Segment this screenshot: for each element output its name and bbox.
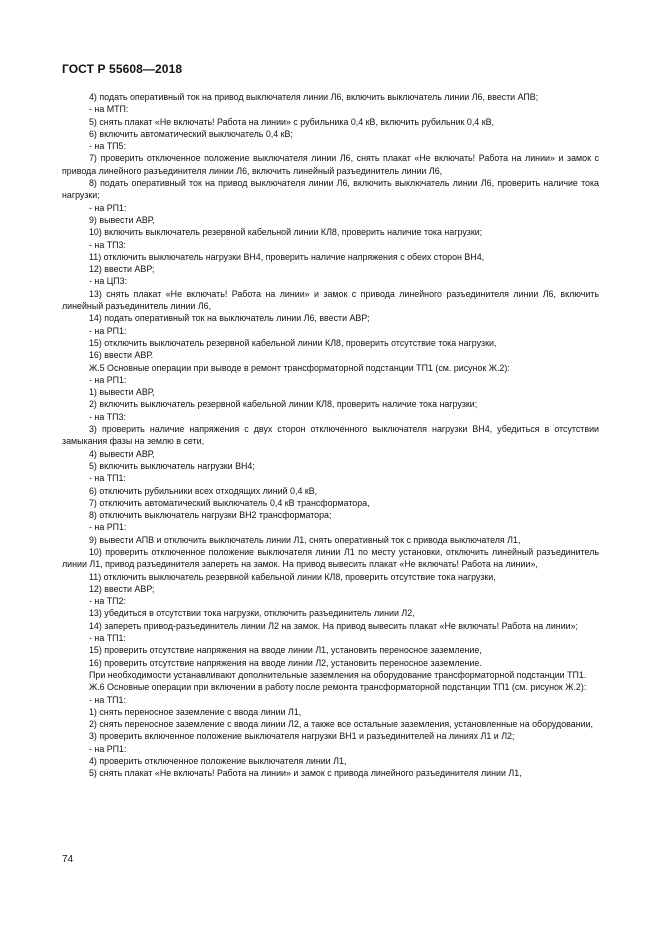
- paragraph: 15) проверить отсутствие напряжения на вводе линии Л1, установить переносное заземление,: [89, 645, 482, 656]
- paragraph: 5) включить выключатель нагрузки ВН4;: [89, 460, 255, 471]
- document-body: [62, 91, 599, 780]
- paragraph: 3) проверить наличие напряжения с двух сторон отключенного выключателя нагрузки ВН4, убедиться в отсутствии замыкания фазы на землю в сети,: [62, 424, 599, 447]
- paragraph: - на РП1:: [89, 325, 127, 336]
- paragraph: 7) проверить отключенное положение выключателя линии Л6, снять плакат «Не включать! Работа на линии» и замок с привода линейного разъединителя линии Л6, включить линейный разъединитель линии Л6,: [62, 153, 599, 176]
- paragraph: 11) отключить выключатель нагрузки ВН4, проверить наличие напряжения с обеих сторон ВН4,: [89, 251, 485, 262]
- paragraph: 13) убедиться в отсутствии тока нагрузки, отключить разъединитель линии Л2,: [89, 608, 415, 619]
- paragraph: 8) подать оперативный ток на привод выключателя линии Л6, включить выключатель линии Л6, проверить наличие тока нагрузки;: [62, 178, 599, 201]
- paragraph: 12) ввести АВР;: [89, 264, 155, 275]
- document-header: ГОСТ Р 55608—2018: [62, 62, 183, 76]
- paragraph: 4) вывести АВР,: [89, 448, 155, 459]
- paragraph: При необходимости устанавливают дополнительные заземления на оборудование трансформаторной подстанции ТП1.: [89, 669, 587, 680]
- paragraph: 2) снять переносное заземление с ввода линии Л2, а также все остальные заземления, установленные на оборудовании,: [89, 719, 593, 730]
- paragraph: - на РП1:: [89, 374, 127, 385]
- paragraph: 7) отключить автоматический выключатель 0,4 кВ трансформатора,: [89, 497, 370, 508]
- paragraph: 9) вывести АПВ и отключить выключатель линии Л1, снять оперативный ток с привода выключателя Л1,: [89, 534, 521, 545]
- paragraph: - на ТП1:: [89, 473, 126, 484]
- paragraph: 4) подать оперативный ток на привод выключателя линии Л6, включить выключатель линии Л6, ввести АПВ;: [89, 92, 539, 102]
- paragraph: Ж.5 Основные операции при выводе в ремонт трансформаторной подстанции ТП1 (см. рисунок Ж.2):: [89, 362, 510, 373]
- paragraph: 5) снять плакат «Не включать! Работа на линии» и замок с привода линейного разъединителя линии Л1,: [89, 768, 522, 779]
- paragraph: 8) отключить выключатель нагрузки ВН2 трансформатора;: [89, 510, 332, 521]
- paragraph: - на ТП1:: [89, 694, 126, 705]
- paragraph: - на ТП3:: [89, 239, 126, 250]
- page-number: 74: [62, 854, 74, 865]
- paragraph: - на РП1:: [89, 202, 127, 213]
- paragraph: 4) проверить отключенное положение выключателя линии Л1,: [89, 756, 347, 767]
- paragraph: - на ЦП3:: [89, 276, 128, 287]
- paragraph: 1) снять переносное заземление с ввода линии Л1,: [89, 706, 302, 717]
- paragraph: 6) включить автоматический выключатель 0,4 кВ;: [89, 128, 293, 139]
- paragraph: - на РП1:: [89, 522, 127, 533]
- paragraph: 13) снять плакат «Не включать! Работа на линии» и замок с привода линейного разъединителя линии Л6, включить линейный разъединитель линии Л6,: [62, 288, 599, 312]
- paragraph: 6) отключить рубильники всех отходящих линий 0,4 кВ,: [89, 485, 318, 496]
- paragraph: - на РП1:: [89, 743, 127, 754]
- paragraph: 3) проверить включенное положение выключателя нагрузки ВН1 и разъединителей на линиях Л1 и Л2;: [89, 731, 515, 742]
- paragraph: - на ТП5:: [89, 141, 126, 152]
- paragraph: - на МТП:: [89, 104, 129, 115]
- paragraph: - на ТП3:: [89, 411, 126, 422]
- paragraph: 16) ввести АВР.: [89, 350, 154, 361]
- paragraph: - на ТП2:: [89, 596, 126, 607]
- paragraph: 12) ввести АВР;: [89, 583, 155, 594]
- paragraph: 16) проверить отсутствие напряжения на вводе линии Л2, установить переносное заземление.: [89, 657, 482, 668]
- paragraph: 10) включить выключатель резервной кабельной линии КЛ8, проверить наличие тока нагрузки;: [89, 227, 483, 238]
- paragraph: 9) вывести АВР,: [89, 214, 155, 225]
- paragraph: 15) отключить выключатель резервной кабельной линии КЛ8, проверить отсутствие тока нагрузки,: [89, 337, 497, 348]
- paragraph: 5) снять плакат «Не включать! Работа на линии» с рубильника 0,4 кВ, включить рубильник 0,4 кВ,: [89, 116, 494, 127]
- paragraph: 14) запереть привод-разъединитель линии Л2 на замок. На привод вывесить плакат «Не включать! Работа на линии»;: [89, 620, 579, 631]
- paragraph: 2) включить выключатель резервной кабельной линии КЛ8, проверить наличие тока нагрузки;: [89, 399, 478, 410]
- paragraph: Ж.6 Основные операции при включении в работу после ремонта трансформаторной подстанции ТП1 (см. рисунок Ж.2):: [89, 682, 587, 693]
- paragraph: 11) отключить выключатель резервной кабельной линии КЛ8, проверить отсутствие тока нагрузки,: [89, 571, 496, 582]
- paragraph: - на ТП1:: [89, 633, 126, 644]
- paragraph: 1) вывести АВР,: [89, 387, 155, 398]
- paragraph: 10) проверить отключенное положение выключателя линии Л1 по месту установки, отключить линейный разъединитель линии Л1, привод разъединителя запереть на замок. На привод вывесить плакат «Не включать! Работа на линии»,: [62, 546, 599, 570]
- paragraph: 14) подать оперативный ток на выключатель линии Л6, ввести АВР;: [89, 313, 370, 324]
